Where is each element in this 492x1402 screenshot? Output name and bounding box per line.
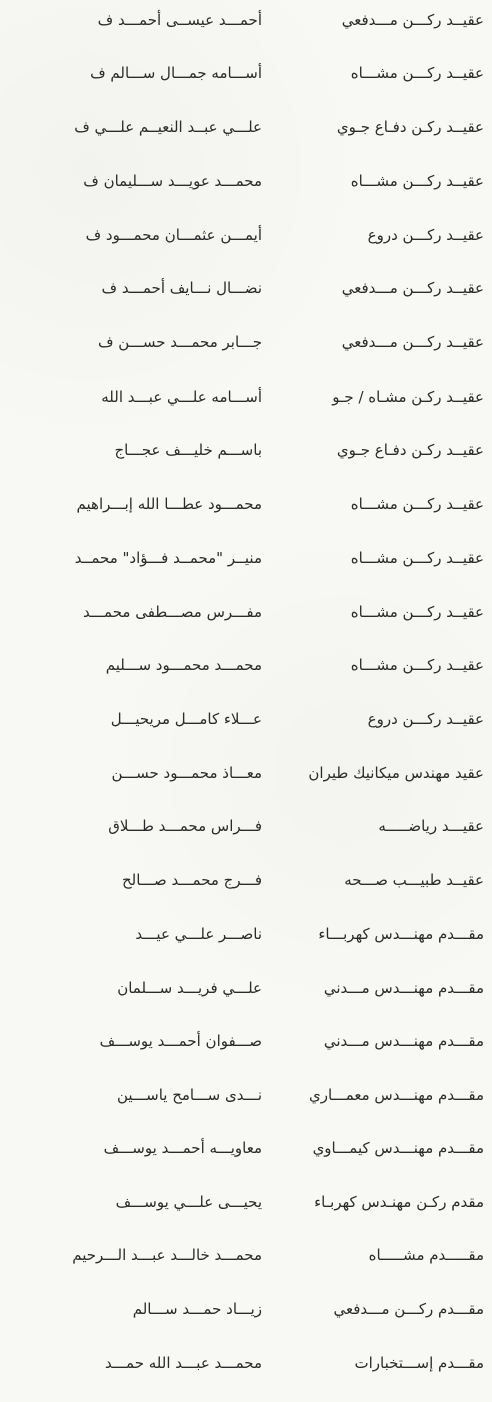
officer-rank: مقـــدم ركـــن مـــدفعي — [333, 1300, 484, 1318]
officer-rank: عقيــد ركـــن مـــدفعي — [341, 333, 484, 351]
officer-rank: عقيــد ركـــن مـــدفعي — [341, 279, 484, 297]
officer-name: معاويـــه أحمـــد يوســـف — [103, 1139, 262, 1157]
officer-rank: عقيــد طبيـــب صـــحه — [344, 871, 484, 889]
officer-rank: مقـــــدم مشـــــاه — [368, 1246, 484, 1264]
officer-name: علـــي عبــد النعيــم علـــي ف — [74, 118, 262, 136]
list-item — [0, 968, 492, 1008]
officer-name: محمـــد عبـــد الله حمـــد — [104, 1354, 262, 1372]
officer-name: صـــفوان أحمـــد يوســـف — [99, 1032, 262, 1050]
list-item — [0, 161, 492, 201]
officer-name: أحمـــد عيســى أحمـــد ف — [97, 11, 262, 29]
officer-rank: عقيــد ركـــن دروع — [367, 710, 484, 728]
list-item — [0, 592, 492, 632]
officer-name: محمـــد محمـــود ســـليم — [105, 656, 262, 674]
list-item — [0, 1182, 492, 1222]
list-item — [0, 645, 492, 685]
list-item — [0, 1021, 492, 1061]
officer-rank: مقـــدم مهنـــدس مـــدني — [323, 1032, 484, 1050]
list-item — [0, 322, 492, 362]
officer-rank: عقيــد ركـــن مشـــاه — [350, 64, 484, 82]
officer-name: فـــراس محمـــد طـــلاق — [108, 817, 262, 835]
officer-rank: مقـــدم مهنـــدس مـــدني — [323, 979, 484, 997]
list-item — [0, 806, 492, 846]
officer-name: محمـــد عويـــد ســـليمان ف — [83, 172, 262, 190]
officer-rank: عقيــد ركـن دفـاع جـوي — [336, 118, 484, 136]
officer-rank: مقـــدم مهنـــدس كهربـــاء — [318, 925, 484, 943]
list-item — [0, 860, 492, 900]
officer-name: معـــاذ محمـــود حســـن — [111, 764, 262, 782]
list-item — [0, 1128, 492, 1168]
officer-name: نضـــال نـــايف أحمـــد ف — [101, 279, 262, 297]
officer-rank: عقيــد ركـن مشـاه / جـو — [332, 388, 484, 406]
list-item — [0, 0, 492, 40]
list-item — [0, 1343, 492, 1383]
list-item — [0, 1289, 492, 1329]
officer-rank: مقدم ركـن مهنـدس كهربـاء — [314, 1193, 484, 1211]
officer-name: ناصـــر علـــي عيـــد — [135, 925, 262, 943]
officer-rank: عقيــد ركـــن مشـــاه — [350, 172, 484, 190]
officer-name: منيــر "محمــد فـــؤاد" محمــد — [74, 549, 262, 567]
officer-name: أيمـــن عثمـــان محمـــود ف — [85, 226, 262, 244]
officer-rank: عقيــد ركـــن مشـــاه — [350, 495, 484, 513]
officer-name: محمـــد خالـــد عبـــد الـــرحيم — [72, 1246, 262, 1264]
officer-name: أســـامه علـــي عبـــد الله — [101, 388, 262, 406]
officer-rank: عقيــد ركـــن مشـــاه — [350, 549, 484, 567]
officer-rank: عقيــد ركـن دفـاع جـوي — [336, 441, 484, 459]
list-item — [0, 107, 492, 147]
list-item — [0, 1235, 492, 1275]
list-item — [0, 268, 492, 308]
officer-name: باســـم خليـــف عجـــاج — [114, 441, 262, 459]
list-item — [0, 430, 492, 470]
officer-name: عـــلاء كامـــل مريحيـــل — [110, 710, 262, 728]
list-item — [0, 538, 492, 578]
officer-name: يحيـــى علـــي يوســـف — [115, 1193, 262, 1211]
officer-name: علـــي فريـــد ســـلمان — [117, 979, 262, 997]
officer-rank: مقـــدم مهنـــدس معمـــاري — [308, 1086, 484, 1104]
officer-rank: عقيـــد رياضـــــه — [378, 817, 484, 835]
list-item — [0, 484, 492, 524]
officer-rank: مقـــدم إســـتخبارات — [354, 1354, 484, 1372]
officer-name: فـــرج محمـــد صـــالح — [121, 871, 262, 889]
list-item — [0, 1075, 492, 1115]
officer-rank: مقـــدم مهنـــدس كيمـــاوي — [312, 1139, 484, 1157]
list-item — [0, 699, 492, 739]
officer-rank: عقيــد ركـــن مـــدفعي — [341, 11, 484, 29]
list-item — [0, 53, 492, 93]
officer-name: محمـــود عطـــا الله إبـــراهيم — [76, 495, 262, 513]
officer-name: جـــابر محمـــد حســـن ف — [97, 333, 262, 351]
list-item — [0, 377, 492, 417]
list-item — [0, 215, 492, 255]
officer-name: نـــدى ســـامح ياســـين — [117, 1086, 262, 1104]
officer-rank: عقيــد ركـــن مشـــاه — [350, 656, 484, 674]
officer-name: مفـــرس مصـــطفى محمـــد — [83, 603, 262, 621]
officer-rank: عقيــد ركـــن مشـــاه — [350, 603, 484, 621]
officer-rank: عقيد مهندس ميكانيك طيران — [308, 764, 484, 782]
officer-name: زيـــاد حمـــد ســـالم — [132, 1300, 262, 1318]
list-item — [0, 753, 492, 793]
list-item — [0, 914, 492, 954]
officer-name: أســـامه جمـــال ســـالم ف — [90, 64, 262, 82]
officer-rank: عقيــد ركـــن دروع — [367, 226, 484, 244]
